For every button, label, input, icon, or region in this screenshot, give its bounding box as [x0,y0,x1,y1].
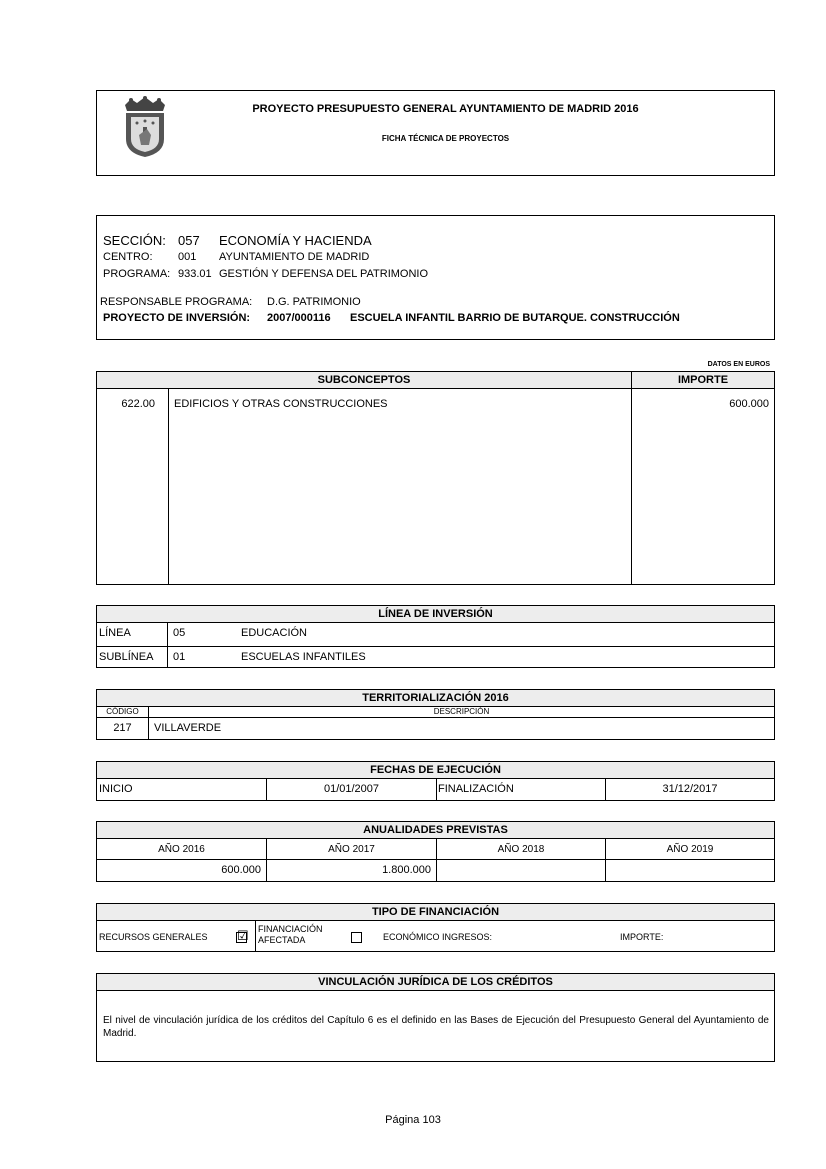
project-info-box [96,215,775,340]
financiacion-afectada-checkbox[interactable] [351,932,362,943]
linea-header: LÍNEA DE INVERSIÓN [97,606,774,622]
financiacion-afectada-label-line2: AFECTADA [258,935,306,945]
importe-header: IMPORTE [632,372,774,388]
document-subtitle: FICHA TÉCNICA DE PROYECTOS [381,134,510,143]
centro-label: CENTRO: [103,251,153,263]
centro-name: AYUNTAMIENTO DE MADRID [219,251,370,263]
seccion-label: SECCIÓN: [103,233,166,248]
header-box [96,90,775,176]
centro-code: 001 [178,251,197,263]
subconceptos-table [96,371,775,585]
sublinea-name: ESCUELAS INFANTILES [241,651,366,663]
responsable-label: RESPONSABLE PROGRAMA: [100,296,253,308]
territorio-header: TERRITORIALIZACIÓN 2016 [97,690,774,706]
linea-code: 05 [173,627,186,639]
subconceptos-header: SUBCONCEPTOS [97,372,631,388]
linea-name: EDUCACIÓN [241,627,308,639]
anualidades-table [96,821,775,882]
proyecto-label: PROYECTO DE INVERSIÓN: [103,312,251,324]
linea-inversion-table [96,605,775,668]
finalizacion-date: 31/12/2017 [662,783,718,795]
year-2016-amount: 600.000 [221,864,261,876]
financiacion-afectada-label-line1: FINANCIACIÓN [258,924,323,934]
vinculacion-box [96,973,775,1062]
fechas-header: FECHAS DE EJECUCIÓN [97,762,774,778]
inicio-label: INICIO [99,783,133,795]
proyecto-code: 2007/000116 [267,312,331,324]
page-number: Página 103 [385,1114,441,1126]
currency-note: DATOS EN EUROS [707,361,770,368]
codigo-column-header: CÓDIGO [106,707,139,716]
economico-ingresos-label: ECONÓMICO INGRESOS: [383,932,493,942]
subconcepto-description: EDIFICIOS Y OTRAS CONSTRUCCIONES [174,398,388,410]
seccion-name: ECONOMÍA Y HACIENDA [219,233,372,248]
document-title: PROYECTO PRESUPUESTO GENERAL AYUNTAMIENTO DE MADRID 2016 [252,103,639,115]
year-2017-label: AÑO 2017 [328,844,375,855]
programa-code: 933.01 [178,268,212,280]
year-2018-label: AÑO 2018 [497,844,545,855]
descripcion-column-header: DESCRIPCIÓN [433,707,490,716]
sublinea-label: SUBLÍNEA [99,651,154,663]
territorio-code: 217 [113,722,132,734]
financiacion-header: TIPO DE FINANCIACIÓN [97,904,774,920]
checkmark-icon: ☑ [237,928,249,943]
fechas-ejecucion-table [96,761,775,801]
year-2016-label: AÑO 2016 [158,844,205,855]
importe-label: IMPORTE: [620,932,664,942]
year-2019-label: AÑO 2019 [666,844,714,855]
finalizacion-label: FINALIZACIÓN [438,783,514,795]
subconcepto-code: 622.00 [121,398,155,410]
vinculacion-text: El nivel de vinculación jurídica de los créditos del Capítulo 6 es el definido en las Bases de Ejecución del Presupuesto General del Ayuntamiento de Madrid. [103,1015,769,1039]
territorio-name: VILLAVERDE [154,722,222,734]
linea-label: LÍNEA [99,627,131,639]
anualidades-header: ANUALIDADES PREVISTAS [97,822,774,838]
territorializacion-table [96,689,775,740]
programa-name: GESTIÓN Y DEFENSA DEL PATRIMONIO [219,268,429,280]
inicio-date: 01/01/2007 [323,783,380,795]
seccion-code: 057 [178,233,200,248]
sublinea-code: 01 [173,651,186,663]
subconcepto-amount: 600.000 [729,398,769,410]
financiacion-table [96,903,775,952]
year-2017-amount: 1.800.000 [382,864,431,876]
recursos-generales-checkbox[interactable] [236,928,249,943]
responsable-value: D.G. PATRIMONIO [267,296,361,308]
recursos-generales-label: RECURSOS GENERALES [99,932,208,942]
vinculacion-header: VINCULACIÓN JURÍDICA DE LOS CRÉDITOS [97,974,774,990]
proyecto-name: ESCUELA INFANTIL BARRIO DE BUTARQUE. CONSTRUCCIÓN [350,312,680,324]
programa-label: PROGRAMA: [103,268,171,280]
